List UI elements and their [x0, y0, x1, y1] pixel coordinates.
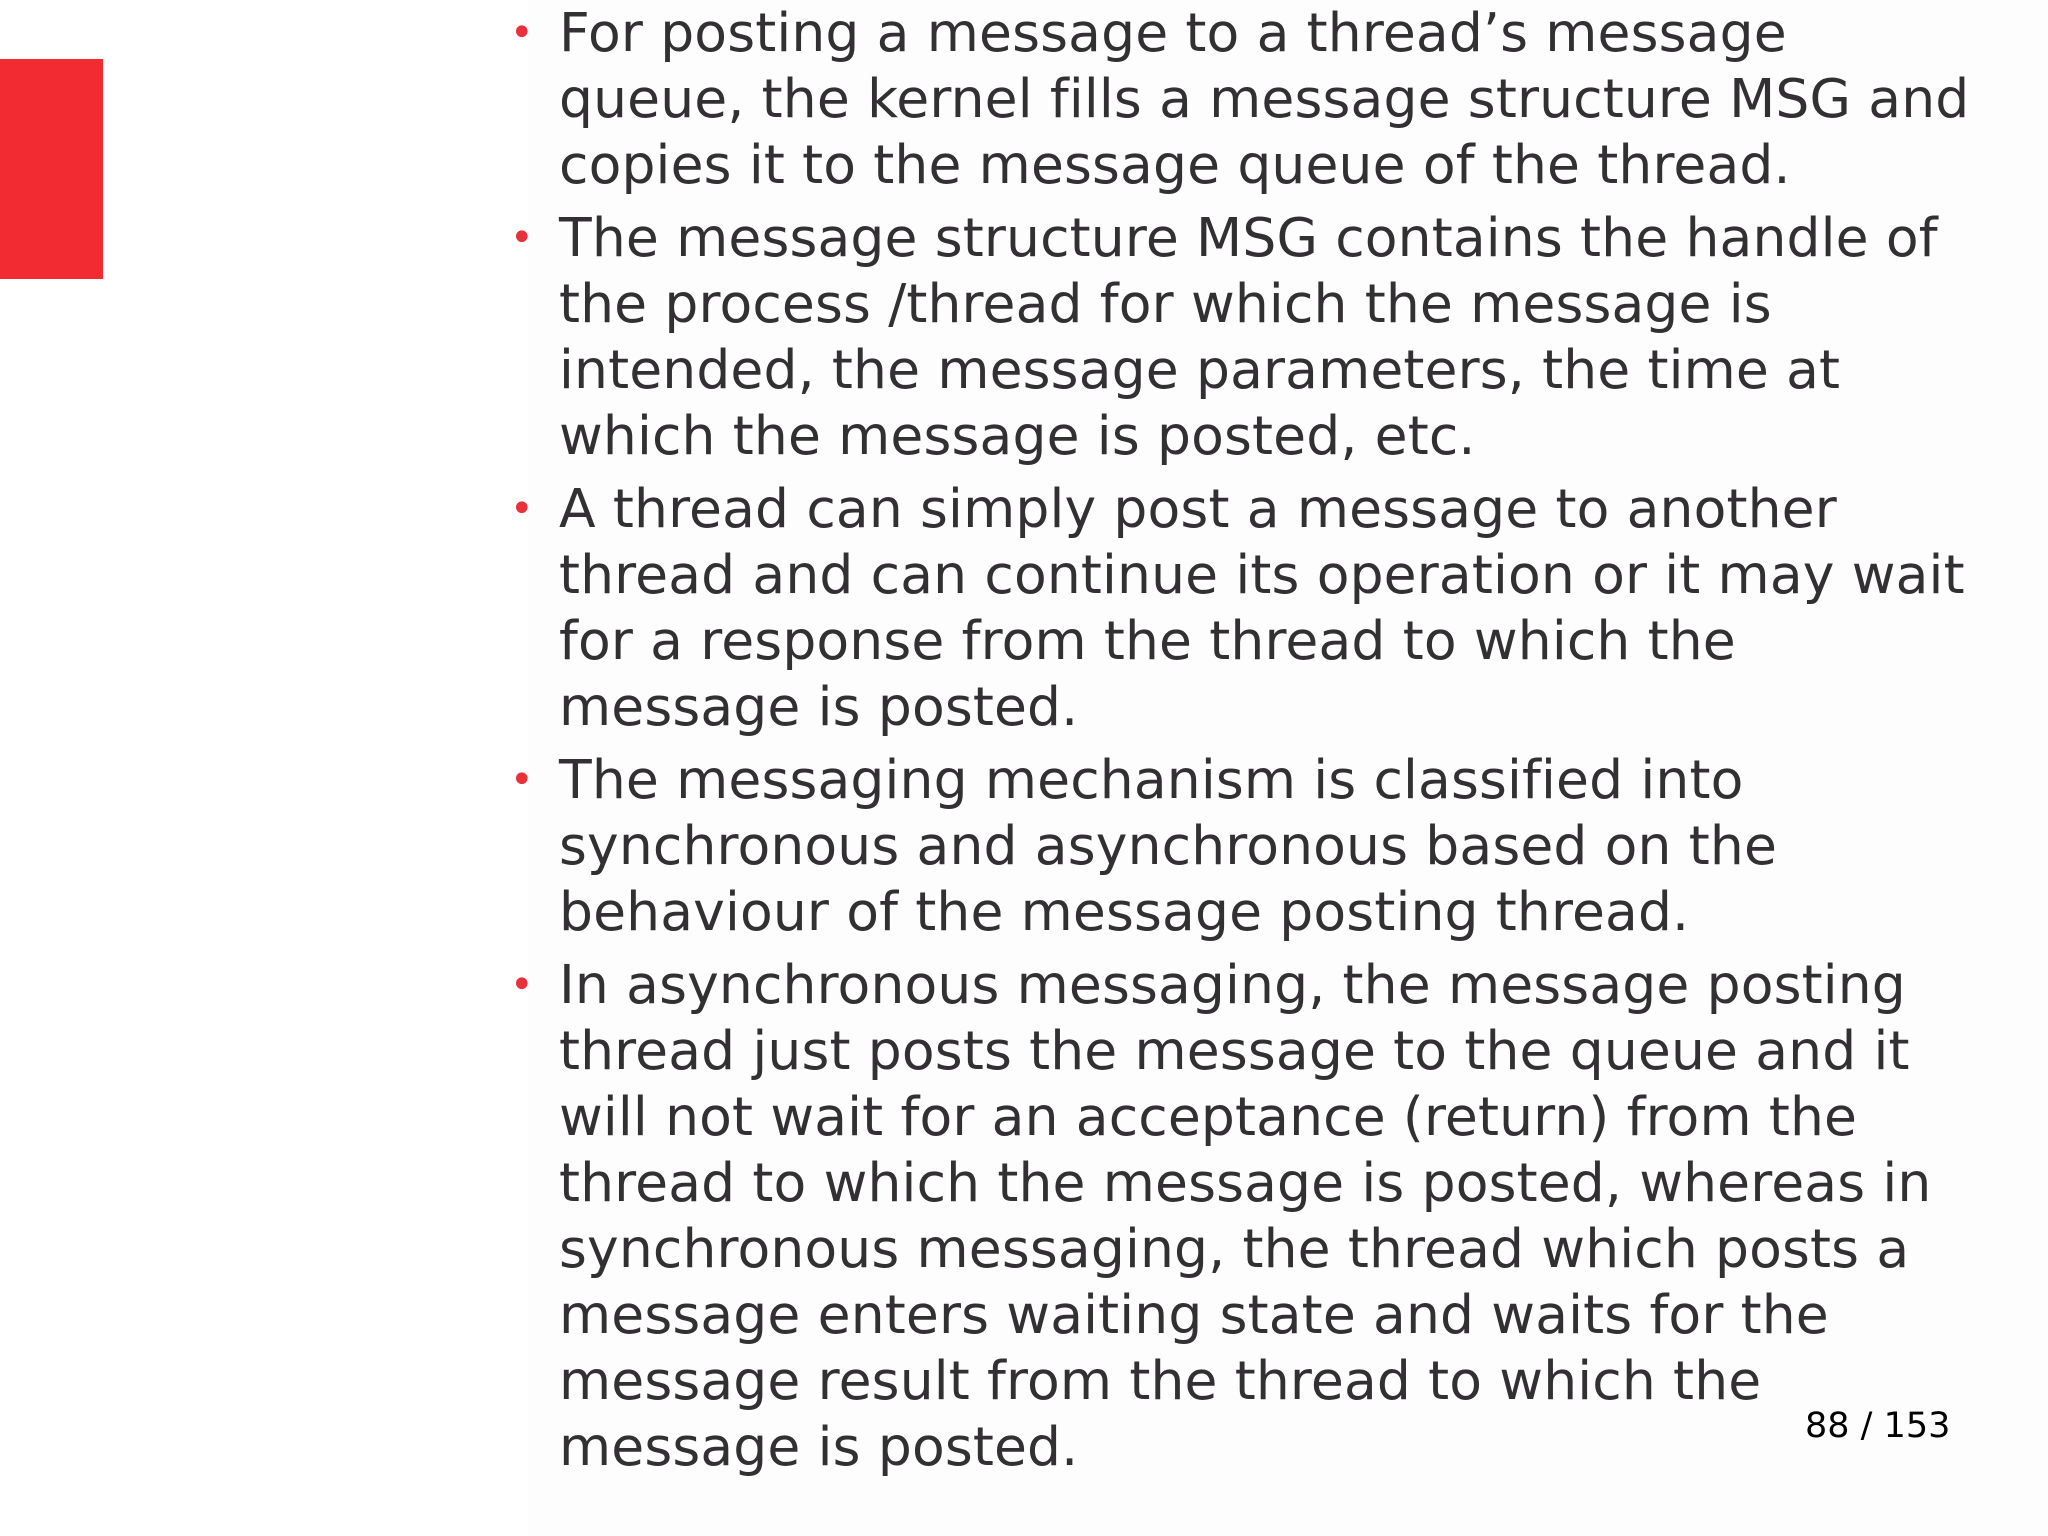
- bullet-text-line: queue, the kernel fills a message structure MSG and: [559, 67, 1970, 130]
- bullet-text-line: message enters waiting state and waits for the: [559, 1283, 1829, 1346]
- bullet-item: [510, 476, 2048, 740]
- bullet-text-line: the process /thread for which the message is: [559, 272, 1772, 335]
- bullet-text-line: thread just posts the message to the queue and it: [559, 1019, 1910, 1082]
- bullet-item: [510, 952, 2048, 1480]
- bullet-text-line: A thread can simply post a message to another: [559, 477, 1837, 540]
- red-accent-block: [0, 59, 103, 279]
- bullet-item: [510, 747, 2048, 945]
- bullet-text-line: for a response from the thread to which the: [559, 609, 1736, 672]
- bullet-dot-icon: •: [510, 962, 534, 1008]
- bullet-dot-icon: •: [510, 757, 534, 803]
- bullet-text-line: In asynchronous messaging, the message posting: [559, 953, 1906, 1016]
- bullet-list: [510, 0, 2048, 1487]
- bullet-text-line: synchronous messaging, the thread which posts a: [559, 1217, 1910, 1280]
- bullet-text-line: The messaging mechanism is classified into: [559, 748, 1744, 811]
- bullet-text-line: The message structure MSG contains the handle of: [559, 206, 1938, 269]
- bullet-text-line: For posting a message to a thread’s message: [559, 1, 1787, 64]
- page-number: 88 / 153: [1805, 1406, 1951, 1446]
- bullet-text-line: message is posted.: [559, 675, 1079, 738]
- bullet-text-line: message result from the thread to which the: [559, 1349, 1762, 1412]
- bullet-text-line: thread and can continue its operation or it may wait: [559, 543, 1965, 606]
- bullet-text-line: which the message is posted, etc.: [559, 404, 1476, 467]
- bullet-dot-icon: •: [510, 10, 534, 56]
- bullet-text-line: copies it to the message queue of the thread.: [559, 133, 1791, 196]
- bullet-text-line: will not wait for an acceptance (return) from the: [559, 1085, 1858, 1148]
- bullet-text-line: intended, the message parameters, the time at: [559, 338, 1841, 401]
- bullet-text-line: message is posted.: [559, 1415, 1079, 1478]
- bullet-dot-icon: •: [510, 215, 534, 261]
- bullet-text-line: synchronous and asynchronous based on the: [559, 814, 1778, 877]
- bullet-dot-icon: •: [510, 486, 534, 532]
- bullet-item: [510, 0, 2048, 198]
- bullet-text-line: thread to which the message is posted, whereas in: [559, 1151, 1932, 1214]
- bullet-text-line: behaviour of the message posting thread.: [559, 880, 1690, 943]
- bullet-item: [510, 205, 2048, 469]
